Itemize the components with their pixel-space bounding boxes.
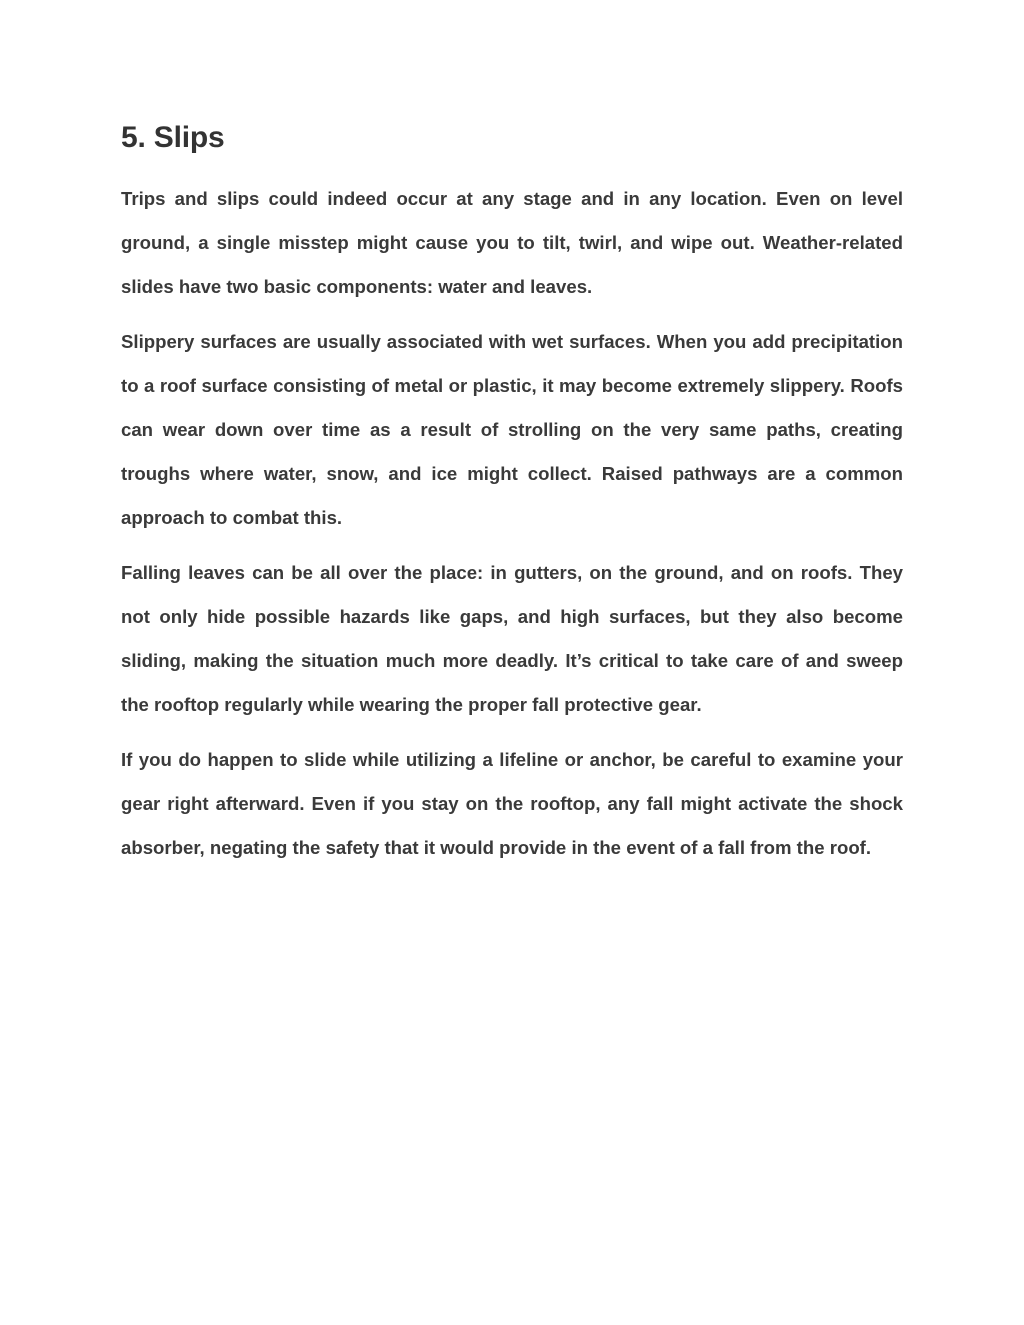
section-heading: 5. Slips bbox=[121, 121, 225, 154]
paragraph-trips-and-slips: Trips and slips could indeed occur at any stage and in any location. Even on level ground, a single misstep might cause you to tilt, twirl, and wipe out. Weather-related slides have two basic components: water and leaves. bbox=[121, 188, 903, 297]
paragraph-lifeline-anchor: If you do happen to slide while utilizing a lifeline or anchor, be careful to examine your gear right afterward. Even if you stay on the rooftop, any fall might activate the shock absorber, negating the safety that it would provide in the event of a fall from the roof. bbox=[121, 749, 903, 858]
paragraph-falling-leaves: Falling leaves can be all over the place: in gutters, on the ground, and on roofs. They not only hide possible hazards like gaps, and high surfaces, but they also become sliding, making the situation much more deadly. It’s critical to take care of and sweep the rooftop regularly while wearing the proper fall protective gear. bbox=[121, 562, 903, 715]
paragraph-slippery-surfaces: Slippery surfaces are usually associated with wet surfaces. When you add precipitation to a roof surface consisting of metal or plastic, it may become extremely slippery. Roofs can wear down over time as a result of strolling on the very same paths, creating troughs where water, snow, and ice might collect. Raised pathways are a common approach to combat this. bbox=[121, 331, 903, 528]
document-page bbox=[121, 112, 903, 870]
